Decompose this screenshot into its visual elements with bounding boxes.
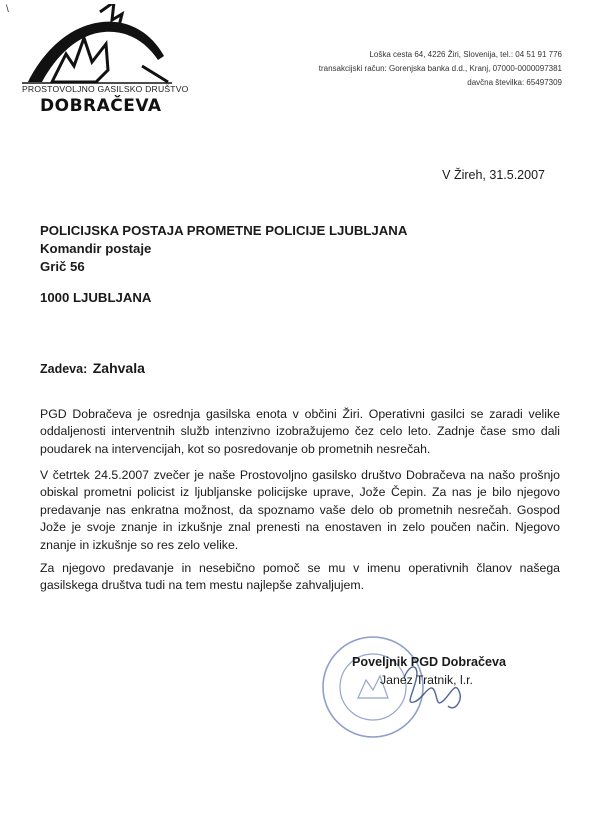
contact-bank: transakcijski račun: Gorenjska banka d.d., Kranj, 07000-0000097381 [318, 64, 562, 73]
signature-title: Poveljnik PGD Dobračeva [352, 655, 506, 669]
subject-label: Zadeva: [40, 362, 88, 376]
signature-name: Janez Tratnik, l.r. [380, 673, 473, 687]
contact-block [319, 48, 562, 90]
contact-tax: davčna številka: 65497309 [467, 78, 562, 87]
subject-line [40, 360, 145, 376]
recipient-address [40, 222, 407, 276]
recipient-line-3: Grič 56 [40, 259, 85, 274]
handwritten-signature-icon [400, 660, 470, 715]
org-name: PROSTOVOLJNO GASILSKO DRUŠTVO [22, 84, 189, 94]
subject-value: Zahvala [92, 360, 145, 376]
contact-address: Loška cesta 64, 4226 Žiri, Slovenija, tel.: 04 51 91 776 [369, 50, 562, 59]
corner-mark: \ [6, 4, 9, 15]
org-place: DOBRAČEVA [40, 96, 162, 116]
flame-logo-icon [22, 4, 172, 86]
letter-date: V Žireh, 31.5.2007 [442, 168, 545, 182]
recipient-line-1: POLICIJSKA POSTAJA PROMETNE POLICIJE LJUBLJANA [40, 223, 408, 238]
org-logo [10, 4, 189, 116]
recipient-city: 1000 LJUBLJANA [40, 290, 152, 305]
recipient-line-2: Komandir postaje [40, 241, 152, 256]
paragraph-2: V četrtek 24.5.2007 zvečer je naše Prostovoljno gasilsko društvo Dobračeva na našo prošnjo obiskal prometni policist iz ljubljanske policijske uprave, Jože Čepin. Za nas je bilo njegovo predavanje nas enkratna možnost, da spoznamo vaše delo ob prometnih nesrečah. Gospod Jože je svoje znanje in izkušnje znal prenesti na enostaven in zelo poučen način. Njegovo znanje in izkušnje so res zelo velike. [40, 468, 560, 552]
paragraph-3: Za njegovo predavanje in nesebično pomoč se mu v imenu operativnih članov našega gasilskega društva tudi na tem mestu najlepše zahvaljujem. [40, 561, 560, 593]
paragraph-1: PGD Dobračeva je osrednja gasilska enota v občini Žiri. Operativni gasilci se zaradi velike oddaljenosti interventnih služb intenzivno izobražujemo čez celo leto. Zadnje čase smo dali poudarek na intervencijah, kot so posredovanje ob prometnih nesrečah. [40, 407, 560, 456]
